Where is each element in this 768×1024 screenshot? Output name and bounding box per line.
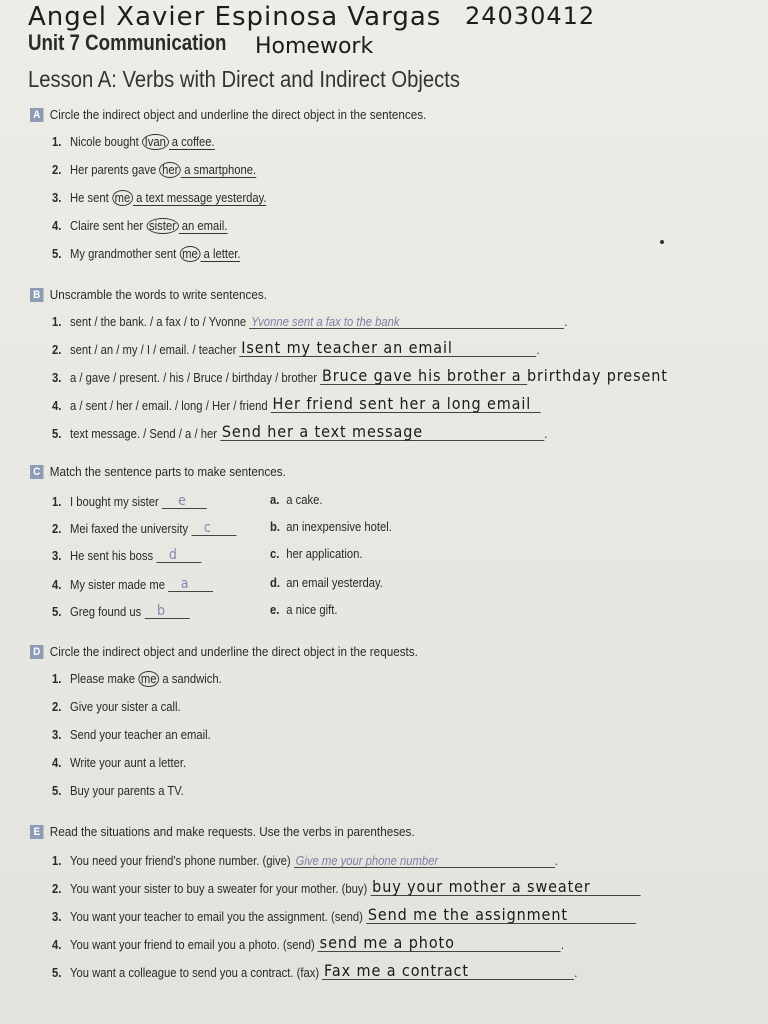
section-a-instruction: Circle the indirect object and underline the direct object in the sentences. — [49, 107, 427, 122]
answer-field[interactable] — [294, 852, 555, 868]
indirect-object-circle: Ivan — [142, 134, 169, 150]
c-left-3: 3. He sent his boss d — [52, 547, 201, 563]
match-answer: a — [180, 576, 189, 592]
answer-text: Her friend sent her a long email — [272, 394, 532, 413]
answer-text: Yvonne sent a fax to the bank — [251, 315, 400, 329]
e-item-3: 3. You want your teacher to email you the assignment. (send) Send me the assignment — [52, 908, 636, 924]
c-left-2: 2. Mei faxed the university c — [52, 520, 236, 536]
section-e-badge: E — [30, 825, 44, 839]
section-c-badge: C — [30, 465, 44, 479]
answer-field[interactable] — [370, 877, 640, 896]
c-right-a: a. a cake. — [270, 493, 323, 507]
section-e-instruction: Read the situations and make requests. Use the verbs in parentheses. — [49, 824, 415, 839]
section-d-badge: D — [30, 645, 44, 659]
answer-field[interactable] — [366, 905, 636, 924]
indirect-object-circle: her — [159, 162, 181, 178]
a-item-1: 1. Nicole bought Ivan a coffee. — [52, 135, 215, 149]
c-left-5: 5. Greg found us b — [52, 603, 189, 619]
unit-title: Unit 7 Communication — [28, 30, 227, 55]
section-a-badge: A — [30, 108, 44, 122]
match-field[interactable] — [168, 576, 213, 592]
e-item-5: 5. You want a colleague to send you a contract. (fax) Fax me a contract . — [52, 961, 578, 980]
d-item-4: 4. Write your aunt a letter. — [52, 756, 187, 770]
section-e-header — [30, 824, 415, 839]
section-a-header — [30, 107, 426, 122]
direct-object-underline: a text message yesterday. — [132, 191, 267, 205]
d-item-1: 1. Please make me a sandwich. — [52, 672, 222, 686]
match-field[interactable] — [162, 493, 207, 509]
indirect-object-circle: me — [179, 246, 200, 262]
e-item-4: 4. You want your friend to email you a photo. (send) send me a photo . — [52, 933, 565, 952]
answer-field[interactable] — [239, 338, 536, 357]
c-right-b: b. an inexpensive hotel. — [270, 520, 392, 534]
match-answer: e — [178, 493, 186, 509]
d-item-3: 3. Send your teacher an email. — [52, 728, 211, 742]
match-field[interactable] — [144, 603, 189, 619]
match-field[interactable] — [156, 547, 201, 563]
d-item-2: 2. Give your sister a call. — [52, 700, 181, 714]
answer-field[interactable] — [220, 422, 544, 441]
section-d-header — [30, 644, 418, 659]
indirect-object-circle: sister — [146, 218, 178, 234]
section-c-instruction: Match the sentence parts to make sentences. — [49, 464, 286, 479]
b-item-3: 3. a / gave / present. / his / Bruce / birthday / brother Bruce gave his brother a brirthday present — [52, 366, 668, 385]
direct-object-underline: a smartphone. — [181, 163, 257, 177]
section-b-badge: B — [30, 288, 44, 302]
student-id: 24030412 — [465, 2, 596, 30]
c-left-1: 1. I bought my sister e — [52, 493, 207, 509]
b-item-2: 2. sent / an / my / I / email. / teacher Isent my teacher an email . — [52, 338, 540, 357]
homework-label: Homework — [255, 34, 374, 59]
answer-text: buy your mother a sweater — [372, 877, 591, 896]
c-left-4: 4. My sister made me a — [52, 576, 213, 592]
e-item-1: 1. You need your friend's phone number. (give) Give me your phone number . — [52, 854, 558, 868]
indirect-object-circle: me — [112, 190, 133, 206]
direct-object-underline: a letter. — [200, 247, 241, 261]
section-c-header — [30, 464, 286, 479]
a-item-2: 2. Her parents gave her a smartphone. — [52, 163, 257, 177]
paper-speck — [660, 240, 664, 244]
answer-field[interactable] — [249, 313, 564, 329]
d-item-5: 5. Buy your parents a TV. — [52, 784, 184, 798]
section-b-header — [30, 287, 267, 302]
section-d-instruction: Circle the indirect object and underline the direct object in the requests. — [49, 644, 418, 659]
b-item-4: 4. a / sent / her / email. / long / Her / friend Her friend sent her a long email — [52, 397, 541, 413]
c-right-c: c. her application. — [270, 547, 363, 561]
match-answer: d — [168, 547, 177, 563]
student-name: Angel Xavier Espinosa Vargas — [28, 2, 442, 32]
direct-object-underline: a coffee. — [168, 135, 215, 149]
answer-field[interactable] — [318, 933, 561, 952]
section-b-instruction: Unscramble the words to write sentences. — [49, 287, 267, 302]
e-item-2: 2. You want your sister to buy a sweater for your mother. (buy) buy your mother a sweater — [52, 880, 640, 896]
answer-text: Isent my teacher an email — [241, 338, 453, 357]
answer-text: Send me the assignment — [367, 905, 568, 924]
indirect-object-circle: me — [138, 671, 159, 687]
match-answer: b — [157, 603, 166, 619]
answer-text: Send her a text message — [221, 422, 424, 441]
answer-field[interactable] — [322, 961, 574, 980]
c-right-e: e. a nice gift. — [270, 603, 338, 617]
direct-object-underline: an email. — [178, 219, 228, 233]
lesson-title: Lesson A: Verbs with Direct and Indirect Objects — [28, 66, 460, 92]
match-answer: c — [203, 520, 211, 536]
answer-text: Give me your phone number — [295, 854, 439, 868]
answer-text: send me a photo — [319, 933, 455, 952]
b-item-1: 1. sent / the bank. / a fax / to / Yvonne Yvonne sent a fax to the bank . — [52, 315, 568, 329]
answer-text: Fax me a contract — [324, 961, 469, 980]
answer-text: Bruce gave his brother a brirthday present — [321, 366, 668, 385]
a-item-5: 5. My grandmother sent me a letter. — [52, 247, 241, 261]
c-right-d: d. an email yesterday. — [270, 576, 383, 590]
match-field[interactable] — [191, 520, 236, 536]
a-item-4: 4. Claire sent her sister an email. — [52, 219, 228, 233]
a-item-3: 3. He sent me a text message yesterday. — [52, 191, 267, 205]
b-item-5: 5. text message. / Send / a / her Send her a text message . — [52, 422, 548, 441]
